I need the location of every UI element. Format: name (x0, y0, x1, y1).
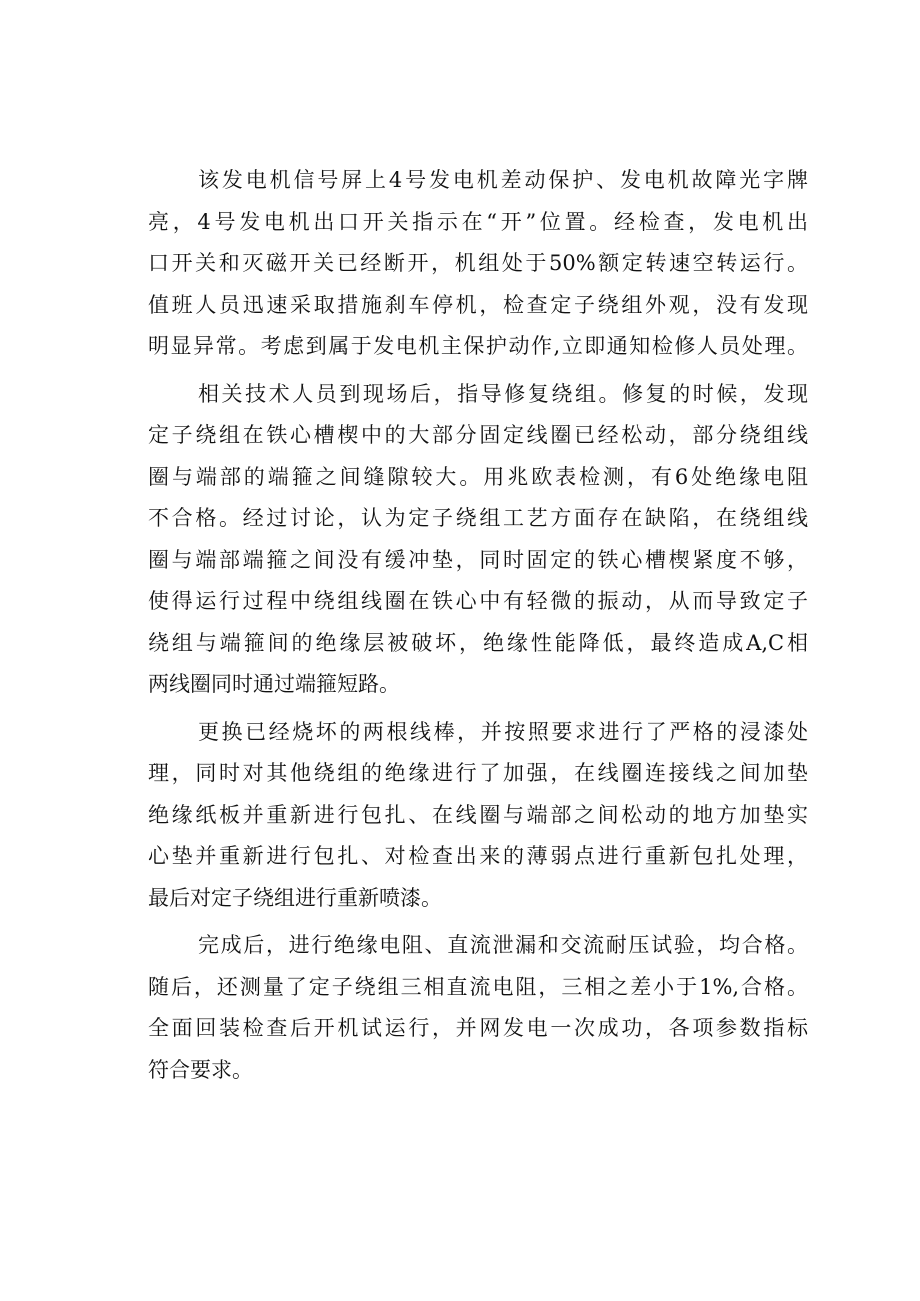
text-line: 更换已经烧坏的两根线棒，并按照要求进行了严格的浸漆处 (198, 719, 808, 744)
text-line: 绕组与端箍间的绝缘层被破坏，绝缘性能降低，最终造成A,C相 (148, 630, 809, 655)
paragraph-3 (148, 712, 808, 920)
text-line: 符合要求。 (148, 1057, 253, 1082)
paragraph-1 (148, 160, 808, 368)
text-line: 随后，还测量了定子绕组三相直流电阻，三相之差小于1%,合格。 (148, 974, 808, 999)
text-line: 相关技术人员到现场后，指导修复绕组。修复的时候，发现 (198, 381, 808, 406)
text-line: 最后对定子绕组进行重新喷漆。 (148, 885, 442, 910)
text-line: 理，同时对其他绕组的绝缘进行了加强，在线圈连接线之间加垫 (148, 761, 808, 785)
text-line: 明显异常。考虑到属于发电机主保护动作,立即通知检修人员处理。 (148, 334, 808, 358)
text-line: 完成后，进行绝缘电阻、直流泄漏和交流耐压试验，均合格。 (198, 933, 808, 957)
text-line: 两线圈同时通过端箍短路。 (148, 672, 400, 696)
text-line: 定子绕组在铁心槽楔中的大部分固定线圈已经松动，部分绕组线 (148, 423, 808, 447)
text-line: 绝缘纸板并重新进行包扎、在线圈与端部之间松动的地方加垫实 (148, 802, 808, 827)
paragraph-4 (148, 925, 808, 1091)
text-line: 使得运行过程中绕组线圈在铁心中有轻微的振动，从而导致定子 (148, 589, 808, 613)
paragraph-2 (148, 374, 808, 706)
text-line: 圈与端部端箍之间没有缓冲垫，同时固定的铁心槽楔紧度不够， (148, 547, 808, 572)
text-line: 心垫并重新进行包扎、对检查出来的薄弱点进行重新包扎处理， (148, 844, 808, 868)
text-line: 值班人员迅速采取措施刹车停机，检查定子绕组外观，没有发现 (148, 292, 808, 317)
text-line: 圈与端部的端箍之间缝隙较大。用兆欧表检测，有6处绝缘电阻 (148, 464, 808, 489)
text-line: 亮，4号发电机出口开关指示在“开”位置。经检查，发电机出 (148, 209, 808, 234)
text-line: 口开关和灭磁开关已经断开，机组处于50%额定转速空转运行。 (148, 251, 808, 275)
text-line: 不合格。经过讨论，认为定子绕组工艺方面存在缺陷，在绕组线 (148, 506, 808, 530)
document-body (148, 160, 808, 1097)
text-line: 该发电机信号屏上4号发电机差动保护、发电机故障光字牌 (198, 168, 808, 192)
text-line: 全面回装检查后开机试运行，并网发电一次成功，各项参数指标 (148, 1016, 808, 1040)
